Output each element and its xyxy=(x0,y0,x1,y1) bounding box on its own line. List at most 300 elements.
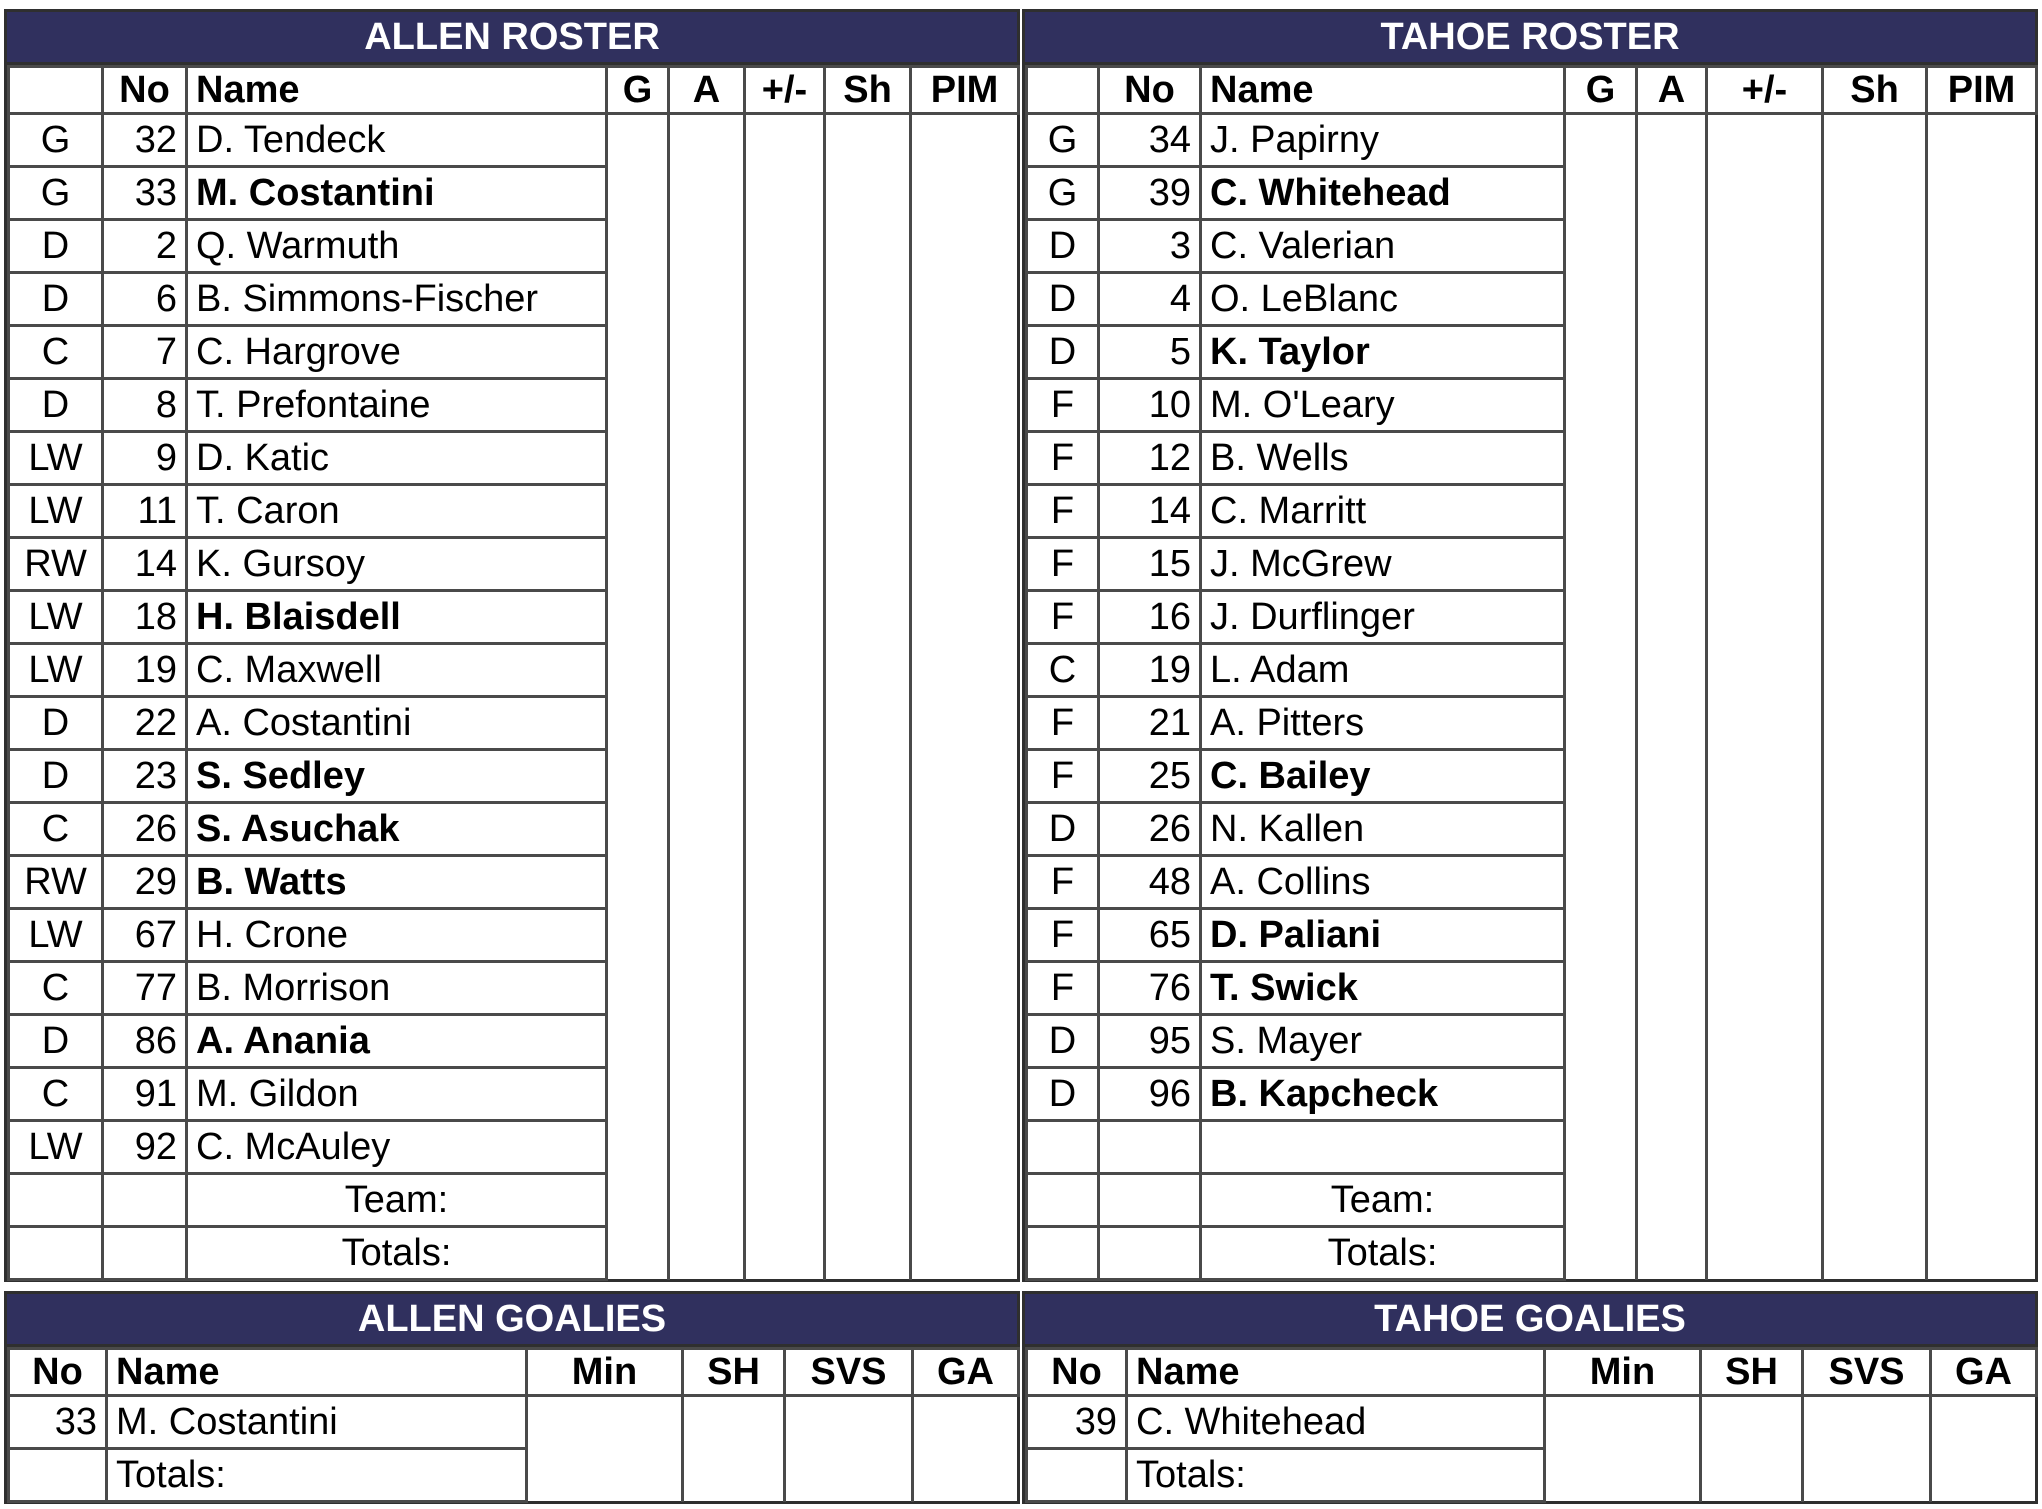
stat-cell xyxy=(1637,326,1707,379)
stat-cell xyxy=(911,432,1019,485)
player-name: A. Anania xyxy=(187,1015,607,1068)
stat-cell xyxy=(1927,697,2037,750)
stat-cell xyxy=(669,326,745,379)
stat-cell xyxy=(607,644,669,697)
allen-goalies-title: ALLEN GOALIES xyxy=(7,1294,1017,1347)
allen-roster-header-row xyxy=(9,67,1019,114)
stat-cell xyxy=(1637,167,1707,220)
stat-cell xyxy=(1803,1449,1931,1502)
header-goals: G xyxy=(607,67,669,114)
player-name: C. Valerian xyxy=(1201,220,1565,273)
totals-label: Totals: xyxy=(187,1227,607,1280)
player-number: 6 xyxy=(103,273,187,326)
stat-cell xyxy=(1565,326,1637,379)
stat-cell xyxy=(1637,114,1707,167)
empty-cell xyxy=(9,1174,103,1227)
stat-cell xyxy=(1927,485,2037,538)
stat-cell xyxy=(607,697,669,750)
stat-cell xyxy=(1565,167,1637,220)
goalie-totals-label: Totals: xyxy=(107,1449,527,1502)
stat-cell xyxy=(1707,803,1823,856)
player-position: F xyxy=(1027,909,1099,962)
player-number: 12 xyxy=(1099,432,1201,485)
stat-cell xyxy=(1927,1068,2037,1121)
stat-cell xyxy=(1931,1396,2037,1449)
player-row xyxy=(1027,1015,2037,1068)
stat-cell xyxy=(1823,114,1927,167)
stat-cell xyxy=(669,379,745,432)
stat-cell xyxy=(1637,1068,1707,1121)
header-no: No xyxy=(1027,1349,1127,1396)
stat-cell xyxy=(1637,644,1707,697)
stat-cell xyxy=(1927,220,2037,273)
stat-cell xyxy=(607,167,669,220)
team-label: Team: xyxy=(1201,1174,1565,1227)
stat-cell xyxy=(1637,1227,1707,1280)
header-no: No xyxy=(1099,67,1201,114)
player-position: F xyxy=(1027,962,1099,1015)
player-number: 21 xyxy=(1099,697,1201,750)
stat-cell xyxy=(669,644,745,697)
stat-cell xyxy=(1927,273,2037,326)
player-position: RW xyxy=(9,856,103,909)
player-row xyxy=(1027,697,2037,750)
stat-cell xyxy=(1823,909,1927,962)
stat-cell xyxy=(1823,485,1927,538)
goalie-row xyxy=(9,1396,1019,1449)
player-row xyxy=(9,485,1019,538)
stat-cell xyxy=(1565,1227,1637,1280)
stat-cell xyxy=(1927,962,2037,1015)
player-name: B. Morrison xyxy=(187,962,607,1015)
stat-cell xyxy=(1823,220,1927,273)
header-assists: A xyxy=(1637,67,1707,114)
allen-roster-title: ALLEN ROSTER xyxy=(7,12,1017,65)
player-number: 95 xyxy=(1099,1015,1201,1068)
stat-cell xyxy=(1927,432,2037,485)
stat-cell xyxy=(1707,326,1823,379)
player-row xyxy=(9,644,1019,697)
player-position: LW xyxy=(9,485,103,538)
player-number: 76 xyxy=(1099,962,1201,1015)
stat-cell xyxy=(1565,114,1637,167)
player-name: S. Sedley xyxy=(187,750,607,803)
player-number: 8 xyxy=(103,379,187,432)
stat-cell xyxy=(1637,1174,1707,1227)
stat-cell xyxy=(1927,644,2037,697)
player-position: C xyxy=(9,1068,103,1121)
header-shots: SH xyxy=(683,1349,785,1396)
player-row xyxy=(1027,750,2037,803)
stat-cell xyxy=(911,909,1019,962)
player-name: C. Maxwell xyxy=(187,644,607,697)
allen-goalies-header-row xyxy=(9,1349,1019,1396)
player-number: 22 xyxy=(103,697,187,750)
allen-goalies-table xyxy=(7,1347,1020,1503)
stat-cell xyxy=(825,591,911,644)
stat-cell xyxy=(1823,538,1927,591)
player-row xyxy=(9,962,1019,1015)
player-number: 14 xyxy=(1099,485,1201,538)
player-name: B. Wells xyxy=(1201,432,1565,485)
stat-cell xyxy=(745,538,825,591)
player-name: K. Gursoy xyxy=(187,538,607,591)
player-number: 4 xyxy=(1099,273,1201,326)
player-number: 96 xyxy=(1099,1068,1201,1121)
stat-cell xyxy=(1637,856,1707,909)
stat-cell xyxy=(911,1227,1019,1280)
player-row xyxy=(9,538,1019,591)
stat-cell xyxy=(745,1015,825,1068)
stat-cell xyxy=(825,432,911,485)
player-position xyxy=(1027,1121,1099,1174)
stat-cell xyxy=(1707,697,1823,750)
stat-cell xyxy=(1707,856,1823,909)
player-row xyxy=(9,750,1019,803)
stat-cell xyxy=(607,220,669,273)
player-number: 34 xyxy=(1099,114,1201,167)
player-position: LW xyxy=(9,644,103,697)
player-name xyxy=(1201,1121,1565,1174)
stat-cell xyxy=(607,856,669,909)
player-row xyxy=(9,803,1019,856)
stat-cell xyxy=(1823,167,1927,220)
stat-cell xyxy=(1565,697,1637,750)
stat-cell xyxy=(1565,591,1637,644)
player-row xyxy=(9,273,1019,326)
player-position: D xyxy=(9,220,103,273)
stat-cell xyxy=(1823,1015,1927,1068)
player-row xyxy=(9,697,1019,750)
stat-cell xyxy=(669,1068,745,1121)
stat-cell xyxy=(607,962,669,1015)
player-position: F xyxy=(1027,538,1099,591)
stat-cell xyxy=(607,1015,669,1068)
header-name: Name xyxy=(107,1349,527,1396)
goalie-name: M. Costantini xyxy=(107,1396,527,1449)
player-row xyxy=(9,1015,1019,1068)
tahoe-roster-header-row xyxy=(1027,67,2037,114)
stat-cell xyxy=(911,697,1019,750)
stat-cell xyxy=(669,167,745,220)
stat-cell xyxy=(1803,1396,1931,1449)
stat-cell xyxy=(911,273,1019,326)
stat-cell xyxy=(911,326,1019,379)
stat-cell xyxy=(1565,432,1637,485)
allen-goalies-panel xyxy=(4,1291,1020,1504)
allen-roster-table xyxy=(7,65,1020,1281)
stat-cell xyxy=(1931,1449,2037,1502)
player-number: 23 xyxy=(103,750,187,803)
tahoe-goalies-title: TAHOE GOALIES xyxy=(1025,1294,2035,1347)
goalie-totals-label: Totals: xyxy=(1127,1449,1545,1502)
stat-cell xyxy=(825,1121,911,1174)
player-name: C. Bailey xyxy=(1201,750,1565,803)
stat-cell xyxy=(911,962,1019,1015)
stat-cell xyxy=(745,856,825,909)
stat-cell xyxy=(1565,644,1637,697)
stat-cell xyxy=(745,909,825,962)
allen-roster-panel xyxy=(4,9,1020,1282)
stat-cell xyxy=(825,167,911,220)
header-no: No xyxy=(103,67,187,114)
empty-cell xyxy=(1099,1174,1201,1227)
player-position: F xyxy=(1027,591,1099,644)
stat-cell xyxy=(607,750,669,803)
player-number: 92 xyxy=(103,1121,187,1174)
player-name: S. Asuchak xyxy=(187,803,607,856)
stat-cell xyxy=(1707,379,1823,432)
stat-cell xyxy=(745,167,825,220)
stat-cell xyxy=(911,114,1019,167)
header-shots: Sh xyxy=(1823,67,1927,114)
stat-cell xyxy=(745,750,825,803)
team-label: Team: xyxy=(187,1174,607,1227)
empty-cell xyxy=(1027,1174,1099,1227)
tahoe-goalies-panel xyxy=(1022,1291,2038,1504)
player-row xyxy=(9,167,1019,220)
stat-cell xyxy=(1701,1449,1803,1502)
stat-cell xyxy=(1823,591,1927,644)
totals-label: Totals: xyxy=(1201,1227,1565,1280)
stat-cell xyxy=(1927,379,2037,432)
player-name: C. Whitehead xyxy=(1201,167,1565,220)
stat-cell xyxy=(1927,1121,2037,1174)
stat-cell xyxy=(607,379,669,432)
player-row xyxy=(1027,167,2037,220)
player-position: D xyxy=(1027,220,1099,273)
stat-cell xyxy=(745,644,825,697)
player-number: 10 xyxy=(1099,379,1201,432)
stat-cell xyxy=(825,1068,911,1121)
stat-cell xyxy=(1707,591,1823,644)
stat-cell xyxy=(1707,962,1823,1015)
stat-cell xyxy=(1707,909,1823,962)
stat-cell xyxy=(527,1449,683,1502)
stat-cell xyxy=(1565,485,1637,538)
player-name: C. Hargrove xyxy=(187,326,607,379)
player-row xyxy=(1027,1121,2037,1174)
stat-cell xyxy=(1707,1121,1823,1174)
header-pos xyxy=(1027,67,1099,114)
player-position: D xyxy=(1027,273,1099,326)
tahoe-roster-body xyxy=(1027,114,2037,1280)
player-name: L. Adam xyxy=(1201,644,1565,697)
player-row xyxy=(9,326,1019,379)
stat-cell xyxy=(1927,1227,2037,1280)
player-name: H. Blaisdell xyxy=(187,591,607,644)
player-row xyxy=(1027,803,2037,856)
player-number: 77 xyxy=(103,962,187,1015)
stat-cell xyxy=(1637,1121,1707,1174)
stat-cell xyxy=(745,1174,825,1227)
stat-cell xyxy=(911,856,1019,909)
stat-cell xyxy=(1565,1121,1637,1174)
stat-cell xyxy=(1823,750,1927,803)
player-position: D xyxy=(1027,803,1099,856)
player-position: C xyxy=(9,803,103,856)
player-position: F xyxy=(1027,750,1099,803)
player-number: 29 xyxy=(103,856,187,909)
stat-cell xyxy=(1637,432,1707,485)
header-minutes: Min xyxy=(1545,1349,1701,1396)
stat-cell xyxy=(825,644,911,697)
player-number: 32 xyxy=(103,114,187,167)
stat-cell xyxy=(1707,485,1823,538)
stat-cell xyxy=(607,1121,669,1174)
stat-cell xyxy=(1637,379,1707,432)
team-label-row xyxy=(1027,1174,2037,1227)
player-number: 11 xyxy=(103,485,187,538)
stat-cell xyxy=(1707,1174,1823,1227)
stat-cell xyxy=(911,1068,1019,1121)
player-name: A. Collins xyxy=(1201,856,1565,909)
player-number: 48 xyxy=(1099,856,1201,909)
stat-cell xyxy=(1637,962,1707,1015)
player-number: 33 xyxy=(103,167,187,220)
stat-cell xyxy=(913,1449,1019,1502)
player-row xyxy=(1027,114,2037,167)
tahoe-roster-title: TAHOE ROSTER xyxy=(1025,12,2035,65)
player-row xyxy=(9,114,1019,167)
player-name: M. Costantini xyxy=(187,167,607,220)
player-position: G xyxy=(9,167,103,220)
player-row xyxy=(1027,644,2037,697)
player-position: G xyxy=(9,114,103,167)
player-row xyxy=(1027,909,2037,962)
stat-cell xyxy=(1545,1449,1701,1502)
stat-cell xyxy=(1927,856,2037,909)
header-pim: PIM xyxy=(911,67,1019,114)
stat-cell xyxy=(785,1449,913,1502)
player-position: G xyxy=(1027,167,1099,220)
stat-cell xyxy=(669,1174,745,1227)
goalie-totals-row xyxy=(9,1449,1019,1502)
player-number xyxy=(1099,1121,1201,1174)
header-saves: SVS xyxy=(785,1349,913,1396)
goalie-totals-row xyxy=(1027,1449,2037,1502)
stat-cell xyxy=(911,644,1019,697)
stat-cell xyxy=(825,1174,911,1227)
stat-cell xyxy=(1823,697,1927,750)
player-row xyxy=(9,1121,1019,1174)
stat-cell xyxy=(825,326,911,379)
player-name: B. Simmons-Fischer xyxy=(187,273,607,326)
player-row xyxy=(1027,326,2037,379)
stat-cell xyxy=(1565,538,1637,591)
stat-cell xyxy=(1637,697,1707,750)
player-name: K. Taylor xyxy=(1201,326,1565,379)
header-goals-against: GA xyxy=(1931,1349,2037,1396)
player-position: D xyxy=(1027,1068,1099,1121)
player-row xyxy=(9,909,1019,962)
stat-cell xyxy=(745,220,825,273)
header-pos xyxy=(9,67,103,114)
player-number: 65 xyxy=(1099,909,1201,962)
player-name: A. Costantini xyxy=(187,697,607,750)
stat-cell xyxy=(669,856,745,909)
stat-cell xyxy=(1823,379,1927,432)
stat-cell xyxy=(911,1121,1019,1174)
stat-cell xyxy=(1927,909,2037,962)
stat-cell xyxy=(745,485,825,538)
empty-cell xyxy=(103,1174,187,1227)
player-name: T. Prefontaine xyxy=(187,379,607,432)
stat-cell xyxy=(745,591,825,644)
stat-cell xyxy=(1637,909,1707,962)
header-minutes: Min xyxy=(527,1349,683,1396)
player-row xyxy=(9,379,1019,432)
stat-cell xyxy=(911,379,1019,432)
stat-cell xyxy=(669,1015,745,1068)
stat-cell xyxy=(1823,1174,1927,1227)
stat-cell xyxy=(1701,1396,1803,1449)
goalie-row xyxy=(1027,1396,2037,1449)
stat-cell xyxy=(745,114,825,167)
stat-cell xyxy=(1707,432,1823,485)
stat-cell xyxy=(1637,1015,1707,1068)
stat-cell xyxy=(1927,803,2037,856)
empty-cell xyxy=(1027,1449,1127,1502)
header-plus-minus: +/- xyxy=(1707,67,1823,114)
header-shots: SH xyxy=(1701,1349,1803,1396)
player-position: D xyxy=(1027,1015,1099,1068)
stat-cell xyxy=(669,803,745,856)
stat-cell xyxy=(911,1015,1019,1068)
stat-cell xyxy=(669,1121,745,1174)
stat-cell xyxy=(911,220,1019,273)
player-name: N. Kallen xyxy=(1201,803,1565,856)
player-name: S. Mayer xyxy=(1201,1015,1565,1068)
player-row xyxy=(9,432,1019,485)
stat-cell xyxy=(913,1396,1019,1449)
player-name: M. Gildon xyxy=(187,1068,607,1121)
stat-cell xyxy=(607,485,669,538)
player-position: D xyxy=(9,379,103,432)
player-name: O. LeBlanc xyxy=(1201,273,1565,326)
stat-cell xyxy=(1565,1068,1637,1121)
stat-cell xyxy=(745,962,825,1015)
stat-cell xyxy=(745,803,825,856)
player-row xyxy=(9,1068,1019,1121)
stat-cell xyxy=(669,432,745,485)
stat-cell xyxy=(1823,962,1927,1015)
stat-cell xyxy=(1707,1015,1823,1068)
team-label-row xyxy=(9,1174,1019,1227)
stat-cell xyxy=(1565,803,1637,856)
stat-cell xyxy=(825,962,911,1015)
stat-cell xyxy=(825,379,911,432)
stat-cell xyxy=(745,273,825,326)
player-number: 26 xyxy=(103,803,187,856)
stat-cell xyxy=(1927,114,2037,167)
stat-cell xyxy=(607,1068,669,1121)
player-position: RW xyxy=(9,538,103,591)
stat-cell xyxy=(669,273,745,326)
player-number: 18 xyxy=(103,591,187,644)
stat-cell xyxy=(1637,591,1707,644)
stat-cell xyxy=(911,591,1019,644)
stat-cell xyxy=(1545,1396,1701,1449)
tahoe-goalies-table xyxy=(1025,1347,2038,1503)
stat-cell xyxy=(607,1174,669,1227)
header-plus-minus: +/- xyxy=(745,67,825,114)
empty-cell xyxy=(1099,1227,1201,1280)
stat-cell xyxy=(1823,1068,1927,1121)
player-name: H. Crone xyxy=(187,909,607,962)
player-number: 19 xyxy=(1099,644,1201,697)
player-number: 16 xyxy=(1099,591,1201,644)
